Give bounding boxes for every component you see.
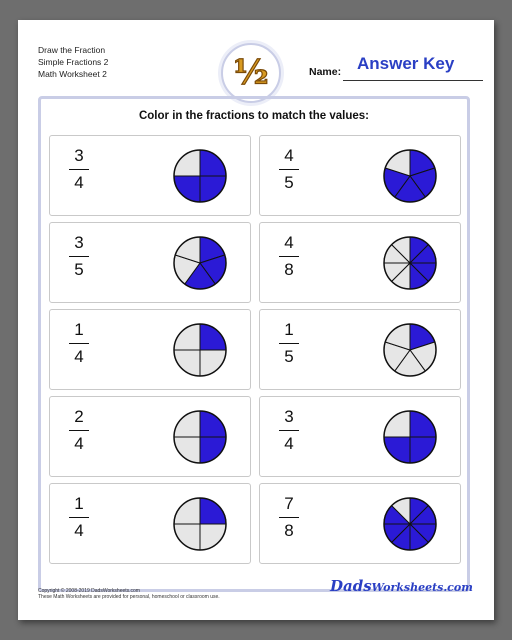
fraction-bar [69, 517, 89, 518]
fraction-bar [69, 430, 89, 431]
one-half-badge-icon [221, 43, 281, 103]
fraction-denominator: 5 [284, 347, 294, 366]
fraction-problem-cell [259, 222, 461, 303]
fraction-numerator: 1 [74, 494, 84, 513]
fraction-numerator: 3 [74, 233, 84, 252]
name-underline [343, 80, 483, 81]
fraction-label [274, 146, 304, 193]
answer-key-text: Answer Key [357, 54, 455, 73]
fraction-bar [279, 517, 299, 518]
fraction-pie[interactable] [172, 409, 228, 465]
fraction-denominator: 4 [74, 521, 84, 540]
name-row [309, 54, 489, 80]
fraction-denominator: 4 [74, 173, 84, 192]
worksheet-page [18, 20, 494, 620]
fraction-problem-cell [49, 222, 251, 303]
title-line-1: Draw the Fraction [38, 45, 106, 55]
logo-rest-text: Worksheets.com [371, 581, 473, 594]
fraction-numerator: 3 [284, 407, 294, 426]
fraction-label [274, 320, 304, 367]
fraction-label [64, 320, 94, 367]
fraction-label [64, 146, 94, 193]
fraction-problem-cell [259, 396, 461, 477]
fraction-bar [279, 343, 299, 344]
one-half-glyph-icon [228, 50, 274, 96]
fraction-pie[interactable] [172, 496, 228, 552]
fraction-denominator: 4 [74, 434, 84, 453]
fraction-pie[interactable] [382, 148, 438, 204]
title-line-2: Simple Fractions 2 [38, 57, 109, 67]
logo-main-text: Dads [330, 577, 372, 595]
fraction-label [274, 233, 304, 280]
fraction-pie[interactable] [382, 409, 438, 465]
copyright-text: Copyright © 2008-2019 DadsWorksheets.com [38, 588, 140, 594]
fraction-pie[interactable] [172, 322, 228, 378]
fraction-problem-cell [259, 483, 461, 564]
fraction-pie[interactable] [382, 322, 438, 378]
fraction-bar [69, 343, 89, 344]
fraction-numerator: 1 [74, 320, 84, 339]
fraction-bar [279, 256, 299, 257]
fraction-numerator: 4 [284, 146, 294, 165]
fraction-denominator: 8 [284, 260, 294, 279]
fraction-denominator: 5 [74, 260, 84, 279]
fraction-problem-cell [49, 483, 251, 564]
fraction-label [274, 407, 304, 454]
fraction-problem-cell [259, 135, 461, 216]
fraction-numerator: 2 [74, 407, 84, 426]
dadsworksheets-logo [330, 577, 473, 595]
fraction-numerator: 7 [284, 494, 294, 513]
fraction-denominator: 5 [284, 173, 294, 192]
fraction-label [64, 407, 94, 454]
fraction-numerator: 1 [284, 320, 294, 339]
fraction-pie[interactable] [172, 148, 228, 204]
name-label: Name: [309, 66, 342, 78]
fraction-bar [279, 430, 299, 431]
fraction-pie[interactable] [172, 235, 228, 291]
fraction-problem-cell [259, 309, 461, 390]
footer-copyright-block [38, 588, 220, 600]
fraction-problem-cell [49, 396, 251, 477]
fraction-problem-cell [49, 309, 251, 390]
fraction-problem-cell [49, 135, 251, 216]
fraction-numerator: 4 [284, 233, 294, 252]
fraction-label [64, 233, 94, 280]
fraction-bar [69, 169, 89, 170]
fraction-label [274, 494, 304, 541]
fraction-denominator: 4 [284, 434, 294, 453]
title-line-3: Math Worksheet 2 [38, 69, 107, 79]
fraction-label [64, 494, 94, 541]
fraction-bar [69, 256, 89, 257]
one-half-glyph: ½ [233, 53, 269, 93]
problems-frame [38, 96, 470, 592]
usage-note: These Math Worksheets are provided for personal, homeschool or classroom use. [38, 594, 220, 600]
fraction-denominator: 8 [284, 521, 294, 540]
worksheet-title-block [38, 44, 108, 80]
instructions: Color in the fractions to match the values: [138, 110, 370, 122]
fraction-pie[interactable] [382, 235, 438, 291]
fraction-denominator: 4 [74, 347, 84, 366]
fraction-numerator: 3 [74, 146, 84, 165]
fraction-bar [279, 169, 299, 170]
fraction-pie[interactable] [382, 496, 438, 552]
